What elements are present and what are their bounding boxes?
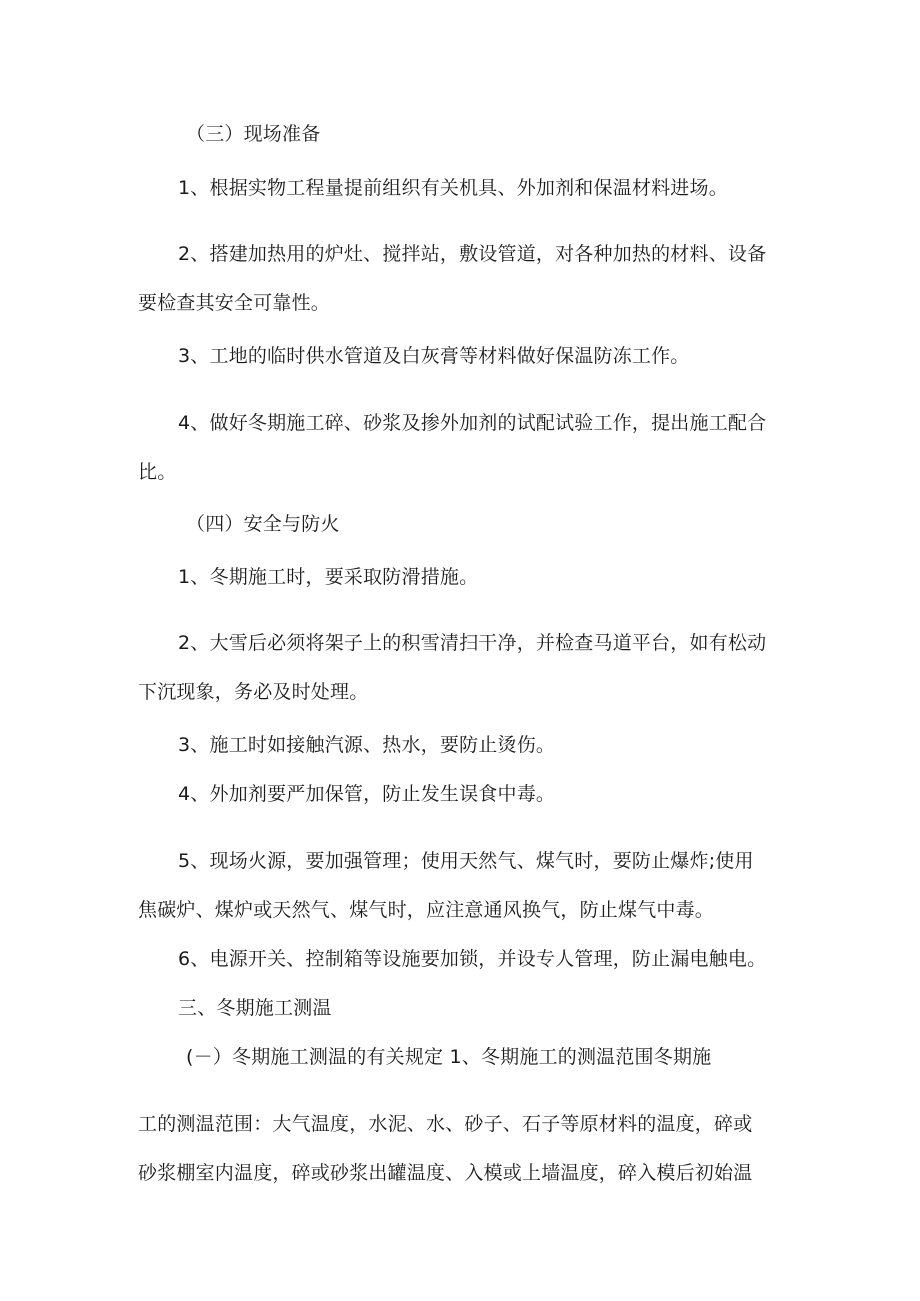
paragraph-line: 3、施工时如接触汽源、热水，要防止烫伤。 — [178, 734, 556, 756]
section-heading-temperature-measurement: 三、冬期施工测温 — [178, 997, 332, 1019]
section-heading-safety-fire: （四）安全与防火 — [186, 513, 340, 535]
paragraph-line: 工的测温范围：大气温度，水泥、水、砂子、石子等原材料的温度，碎或 — [138, 1113, 753, 1135]
paragraph-line: 2、搭建加热用的炉灶、搅拌站，敷设管道，对各种加热的材料、设备 — [178, 243, 767, 265]
paragraph-line: 2、大雪后必须将架子上的积雪清扫干净，并检查马道平台，如有松动 — [178, 632, 767, 654]
section-heading-site-preparation: （三）现场准备 — [186, 123, 321, 145]
paragraph-line: 3、工地的临时供水管道及白灰膏等材料做好保温防冻工作。 — [178, 345, 690, 367]
paragraph-line: 6、电源开关、控制箱等设施要加锁，并设专人管理，防止漏电触电。 — [178, 948, 767, 970]
paragraph-line: 5、现场火源，要加强管理；使用天然气、煤气时，要防止爆炸;使用 — [178, 850, 754, 872]
paragraph-line: 比。 — [138, 461, 177, 483]
paragraph-line: 4、外加剂要严加保管，防止发生误食中毒。 — [178, 783, 556, 805]
paragraph-line: 砂浆棚室内温度，碎或砂浆出罐温度、入模或上墙温度，碎入模后初始温 — [138, 1162, 753, 1184]
paragraph-line: 1、冬期施工时，要采取防滑措施。 — [178, 566, 479, 588]
subsection-heading-measurement-rules: (－）冬期施工测温的有关规定 1、冬期施工的测温范围冬期施 — [186, 1046, 712, 1068]
paragraph-line: 要检查其安全可靠性。 — [138, 292, 331, 314]
paragraph-line: 4、做好冬期施工碎、砂浆及掺外加剂的试配试验工作，提出施工配合 — [178, 412, 767, 434]
paragraph-line: 焦碳炉、煤炉或天然气、煤气时，应注意通风换气，防止煤气中毒。 — [138, 899, 715, 921]
paragraph-line: 1、根据实物工程量提前组织有关机具、外加剂和保温材料进场。 — [178, 177, 728, 199]
paragraph-line: 下沉现象，务必及时处理。 — [138, 681, 369, 703]
